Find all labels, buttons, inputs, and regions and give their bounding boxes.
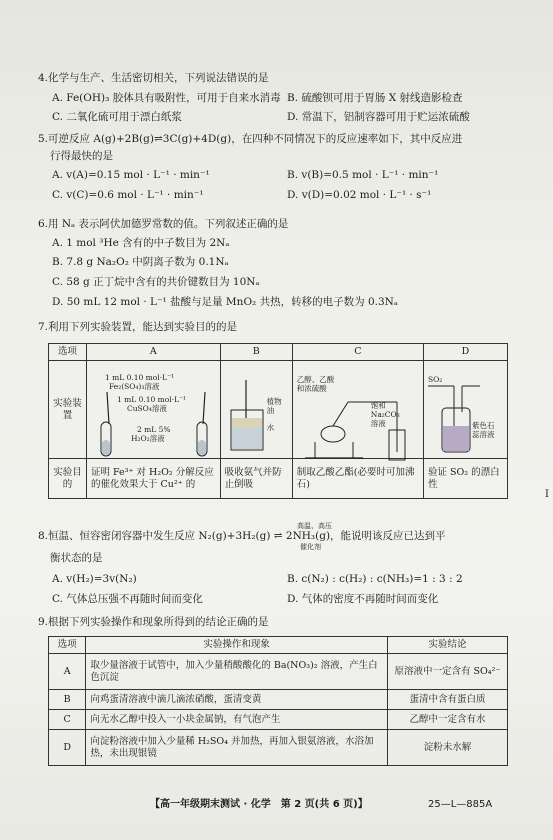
table-row: A 取少量溶液于试管中，加入少量稍酸酸化的 Ba(NO₃)₂ 溶液，产生白色沉淀 原溶液中一定含有 SO₄²⁻ <box>49 654 508 690</box>
q7-purpose-c: 制取乙酸乙酯(必要时可加沸石) <box>292 459 423 499</box>
q8-option-b: B. c(N₂) : c(H₂) : c(NH₃)=1 : 3 : 2 <box>287 572 463 585</box>
q4-option-a: A. Fe(OH)₃ 胶体具有吸附性，可用于自来水消毒 <box>52 91 281 104</box>
q8-stem: 8.恒温、恒容密闭容器中发生反应 N₂(g)+3H₂(g) ⇌ 2NH₃(g)，能说明该反应已达到平 <box>38 530 446 542</box>
q6-option-a: A. 1 mol ³He 含有的中子数目为 2Nₐ <box>52 236 230 249</box>
q7-purpose-a: 证明 Fe³⁺ 对 H₂O₂ 分解反应的催化效果大于 Cu²⁺ 的 <box>86 459 220 499</box>
footer-code: 25—L—885A <box>428 799 493 810</box>
side-mark: I <box>545 489 549 500</box>
q7-apparatus-a: 1 mL 0.10 mol·L⁻¹ Fe₂(SO₄)₃溶液 1 mL 0.10 mol·L⁻¹ CuSO₄溶液 2 mL 5% H₂O₂溶液 <box>86 361 220 459</box>
q6-option-b: B. 7.8 g Na₂O₂ 中阴离子数为 0.1Nₐ <box>52 256 229 269</box>
q5-option-c: C. v(C)=0.6 mol · L⁻¹ · min⁻¹ <box>52 188 204 201</box>
q9-header-operation: 实验操作和现象 <box>86 637 388 654</box>
q8-condition-top: 高温、高压 <box>297 522 332 530</box>
q8-option-a: A. v(H₂)=3v(N₂) <box>52 572 137 585</box>
q4-option-d: D. 常温下，铝制容器可用于贮运浓硫酸 <box>287 111 470 124</box>
table-row: D 向淀粉溶液中加入少量稀 H₂SO₄ 并加热，再加入银氨溶液，水浴加热，未出现银镜 淀粉未水解 <box>49 730 508 766</box>
q9-table <box>48 636 508 766</box>
q6-option-d: D. 50 mL 12 mol · L⁻¹ 盐酸与足量 MnO₂ 共热，转移的电子数为 0.3Nₐ <box>52 295 398 308</box>
q7-apparatus-c: 乙醇、乙酸 和浓硫酸 饱和 Na₂CO₃ 溶液 <box>292 361 423 459</box>
q7-header-option: 选项 <box>49 344 87 361</box>
q5-option-d: D. v(D)=0.02 mol · L⁻¹ · s⁻¹ <box>287 188 432 201</box>
q7-purpose-d: 验证 SO₂ 的漂白性 <box>423 459 507 499</box>
q8-option-c: C. 气体总压强不再随时间而变化 <box>52 593 203 606</box>
q7-header-a: A <box>86 344 220 361</box>
q4-option-b: B. 硫酸钡可用于胃肠 X 射线造影检查 <box>287 91 463 104</box>
q5-option-a: A. v(A)=0.15 mol · L⁻¹ · min⁻¹ <box>52 169 210 182</box>
q9-header-conclusion: 实验结论 <box>387 637 507 654</box>
q7-header-b: B <box>220 344 292 361</box>
q7-row-purpose-label: 实验目的 <box>49 459 87 499</box>
question-4 <box>38 72 523 125</box>
q8-stem-2: 衡状态的是 <box>50 552 103 564</box>
q7-apparatus-d: SO₂ 紫色石 蕊溶液 <box>423 361 507 459</box>
q9-stem: 9.根据下列实验操作和现象所得到的结论正确的是 <box>38 616 269 628</box>
q7-stem: 7.利用下列实验装置，能达到实验目的的是 <box>38 321 238 333</box>
question-9 <box>38 616 523 630</box>
q6-option-c: C. 58 g 正丁烷中含有的共价键数目为 10Nₐ <box>52 275 260 288</box>
table-row: C 向无水乙醇中投入一小块金属钠，有气泡产生 乙醇中一定含有水 <box>49 710 508 730</box>
footer-title: 【高一年级期末测试 · 化学 第 2 页(共 6 页)】 <box>150 799 368 810</box>
q5-stem: 5.可逆反应 A(g)+2B(g)⇌3C(g)+4D(g)，在四种不同情况下的反应速率如下，其中反应进 <box>38 133 463 145</box>
question-5 <box>38 133 523 203</box>
question-8 <box>38 522 523 607</box>
q5-stem-2: 行得最快的是 <box>50 149 113 162</box>
q4-stem: 4.化学与生产、生活密切相关，下列说法错误的是 <box>38 72 269 84</box>
q8-option-d: D. 气体的密度不再随时间而变化 <box>287 593 439 606</box>
q5-option-b: B. v(B)=0.5 mol · L⁻¹ · min⁻¹ <box>287 169 439 182</box>
q7-header-c: C <box>292 344 423 361</box>
beaker-drawing <box>221 372 287 470</box>
question-7 <box>38 321 523 335</box>
q8-condition-bottom: 催化剂 <box>300 543 321 551</box>
q7-row-device-label: 实验装置 <box>49 361 87 459</box>
q7-apparatus-b: 植物 油 水 <box>220 361 292 459</box>
distillation-drawing <box>293 372 421 470</box>
q7-purpose-b: 吸收氨气并防止倒吸 <box>220 459 292 499</box>
q6-stem: 6.用 Nₐ 表示阿伏加德罗常数的值。下列叙述正确的是 <box>38 218 289 230</box>
q9-header-option: 选项 <box>49 637 86 654</box>
table-row: B 向鸡蛋清溶液中滴几滴浓硝酸，蛋清变黄 蛋清中含有蛋白质 <box>49 690 508 710</box>
gas-bottle-drawing <box>424 372 502 470</box>
q4-option-c: C. 二氧化硫可用于漂白纸浆 <box>52 111 182 124</box>
q7-table <box>48 343 508 499</box>
q7-header-d: D <box>423 344 507 361</box>
test-tubes-drawing <box>87 372 217 470</box>
question-6 <box>38 218 523 309</box>
